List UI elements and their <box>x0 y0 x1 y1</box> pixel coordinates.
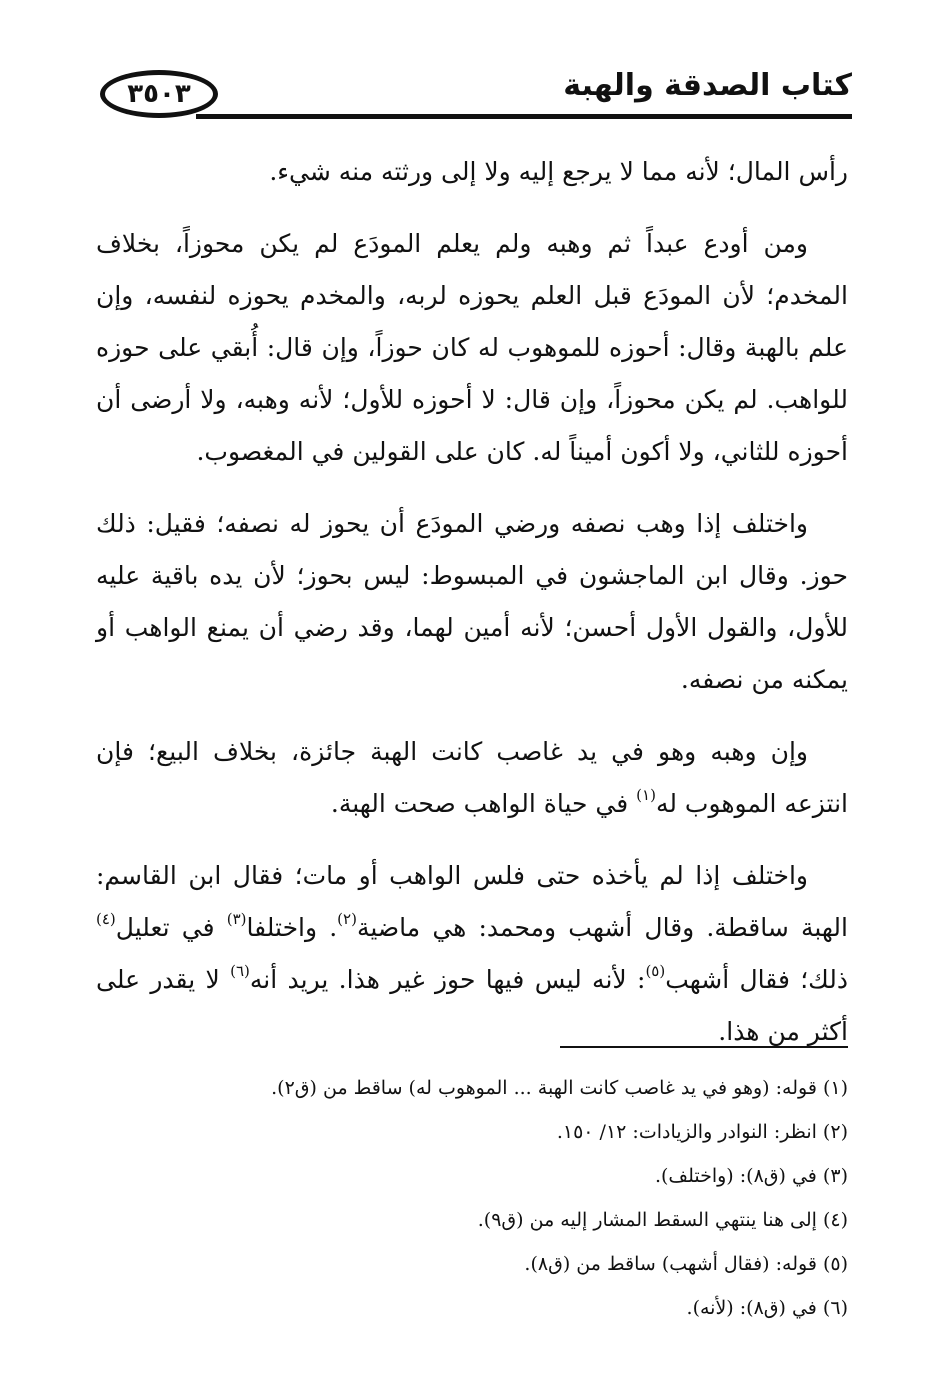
book-title: كتاب الصدقة والهبة <box>563 68 852 103</box>
footnote-marker-1: (١) <box>636 786 656 804</box>
paragraph-4 <box>96 726 848 830</box>
paragraph-4-text-a: وإن وهبه وهو في يد غاصب كانت الهبة جائزة، بخلاف البيع؛ فإن انتزعه الموهوب له <box>96 737 848 818</box>
footnote-3: (٣) في (ق٨): (واختلف). <box>654 1165 848 1187</box>
footnote-5: (٥) قوله: (فقال أشهب) ساقط من (ق٨). <box>524 1253 848 1275</box>
paragraph-2: ومن أودع عبداً ثم وهبه ولم يعلم المودَع لم يكن محوزاً، بخلاف المخدم؛ لأن المودَع قبل العلم يحوزه لربه، والمخدم يحوزه لنفسه، وإن علم بالهبة وقال: أحوزه للموهوب له كان حوزاً، وإن قال: أُبقي على حوزه للواهب. لم يكن محوزاً، وإن قال: لا أحوزه للأول؛ لأنه وهبه، ولا أرضى أن أحوزه للثاني، ولا أكون أميناً له. كان على القولين في المغصوب. <box>96 229 848 466</box>
footnotes <box>96 1066 848 1330</box>
paragraph-5-text-c: في تعليل <box>115 913 227 942</box>
paragraph-5 <box>96 850 848 1058</box>
footnote-separator <box>560 1046 848 1048</box>
paragraph-5-text-d: ذلك؛ فقال أشهب <box>665 965 848 994</box>
footnote-marker-2: (٢) <box>337 910 357 928</box>
paragraph-5-text-b: . واختلفا <box>246 913 338 942</box>
footnote-marker-3: (٣) <box>226 910 247 928</box>
footnote-2: (٢) انظر: النوادر والزيادات: ١٢/ ١٥٠. <box>556 1121 848 1143</box>
page-number: ٣٥٠٣ <box>127 79 191 109</box>
header-rule <box>196 114 852 119</box>
footnote-marker-5: (٥) <box>645 962 666 980</box>
footnote-6: (٦) في (ق٨): (لأنه). <box>686 1297 848 1319</box>
footnote-marker-6: (٦) <box>230 962 250 980</box>
paragraph-5-text-a: واختلف إذا لم يأخذه حتى فلس الواهب أو مات؛ فقال ابن القاسم: الهبة ساقطة. وقال أشهب ومحمد: هي ماضية <box>96 861 848 942</box>
paragraph-5-text-f: لا يقدر على أكثر من هذا. <box>96 965 848 1046</box>
running-header <box>100 62 852 132</box>
paragraph-1: رأس المال؛ لأنه مما لا يرجع إليه ولا إلى ورثته منه شيء. <box>269 157 848 186</box>
paragraph-4-text-b: في حياة الواهب صحت الهبة. <box>330 789 637 818</box>
page-number-oval <box>100 70 218 118</box>
main-text <box>96 146 848 1078</box>
footnote-4: (٤) إلى هنا ينتهي السقط المشار إليه من (ق٩). <box>477 1209 848 1231</box>
footnote-1: (١) قوله: (وهو في يد غاصب كانت الهبة ... الموهوب له) ساقط من (ق٢). <box>271 1077 848 1099</box>
paragraph-3: واختلف إذا وهب نصفه ورضي المودَع أن يحوز له نصفه؛ فقيل: ذلك حوز. وقال ابن الماجشون في المبسوط: ليس بحوز؛ لأن يده باقية عليه للأول، والقول الأول أحسن؛ لأنه أمين لهما، وقد رضي أن يمنع الواهب أو يمكنه من نصفه. <box>96 509 848 694</box>
paragraph-5-text-e: : لأنه ليس فيها حوز غير هذا. يريد أنه <box>249 965 646 994</box>
footnote-marker-4: (٤) <box>96 910 116 928</box>
